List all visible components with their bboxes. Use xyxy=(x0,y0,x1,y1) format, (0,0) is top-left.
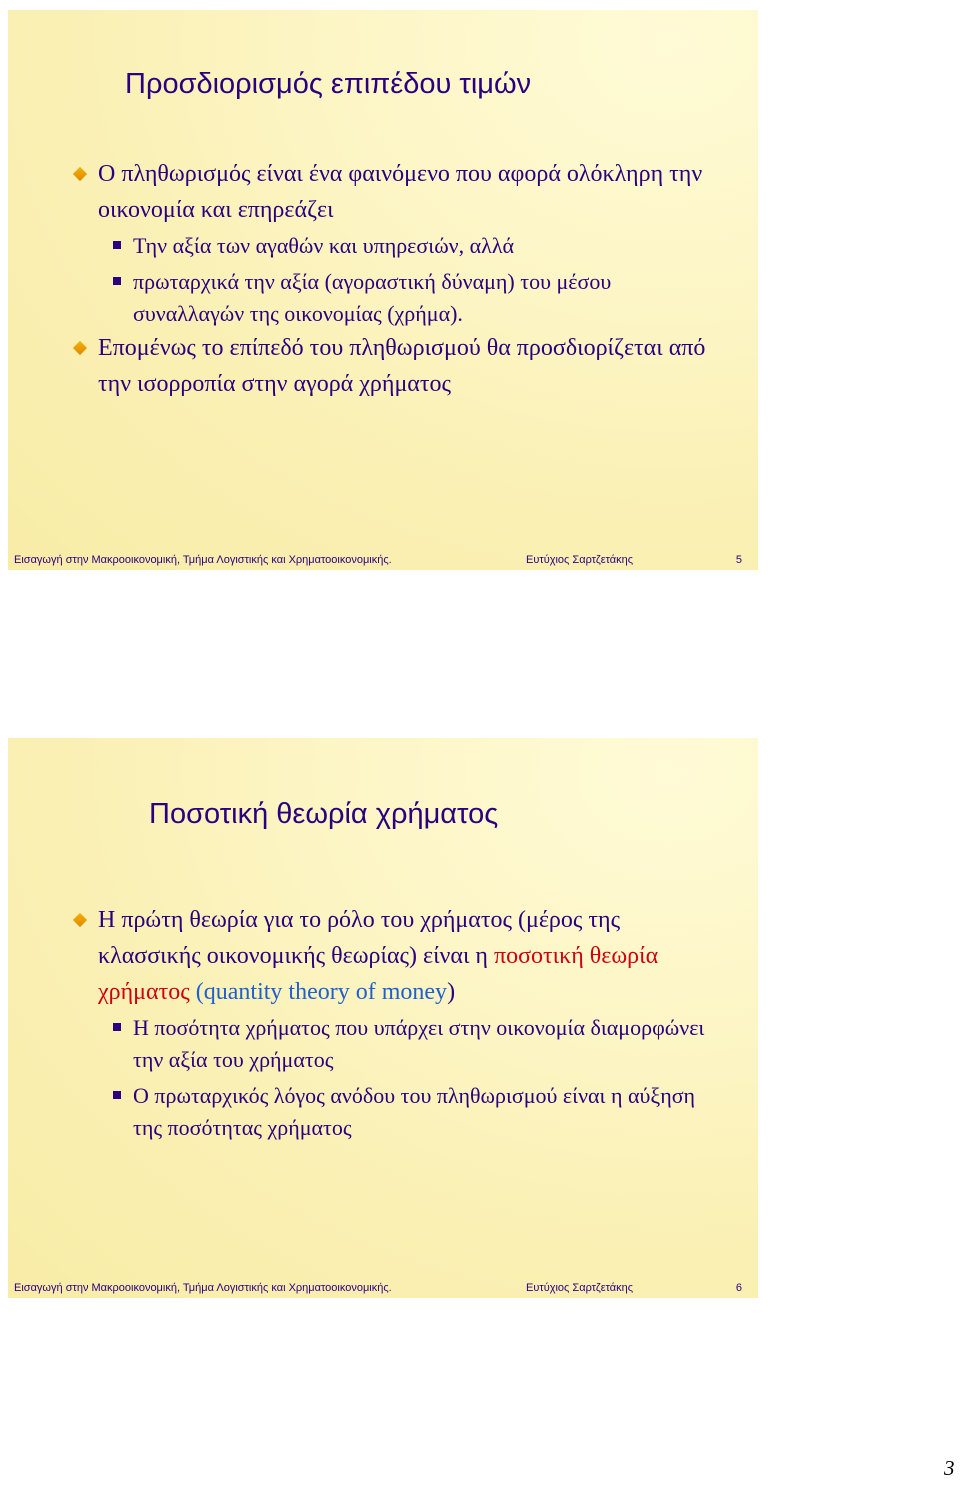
bullet-text: Επομένως το επίπεδό του πληθωρισμού θα προσδιορίζεται από την ισορροπία στην αγορά χρήματος xyxy=(98,335,706,397)
sub-bullet-text: Ο πρωταρχικός λόγος ανόδου του πληθωρισμού είναι η αύξηση της ποσότητας χρήματος xyxy=(133,1083,696,1140)
highlight-term-greek: ποσοτική θεωρία χρήματος xyxy=(98,943,659,1005)
slide-6 xyxy=(8,738,758,1298)
slide-footer xyxy=(14,1282,746,1298)
slide-5 xyxy=(8,10,758,570)
footer-author: Ευτύχιος Σαρτζετάκης xyxy=(526,554,634,566)
sub-bullet-item xyxy=(68,266,718,330)
bullet-text: Ο πληθωρισμός είναι ένα φαινόμενο που αφορά ολόκληρη την οικονομία και επηρεάζει xyxy=(98,161,703,223)
slide-footer xyxy=(14,554,746,570)
footer-slide-number: 5 xyxy=(735,554,742,566)
sub-bullet-text: Η ποσότητα χρήματος που υπάρχει στην οικονομία διαμορφώνει την αξία του χρήματος xyxy=(133,1015,705,1072)
slide-body xyxy=(68,156,718,402)
sub-bullet-text: Την αξία των αγαθών και υπηρεσιών, αλλά xyxy=(133,233,515,258)
page-number: 3 xyxy=(944,1456,955,1480)
sub-bullet-item xyxy=(68,1012,718,1076)
sub-bullet-item xyxy=(68,1080,718,1144)
slide-body xyxy=(68,902,718,1144)
footer-author: Ευτύχιος Σαρτζετάκης xyxy=(526,1282,634,1294)
slide-title: Προσδιορισμός επιπέδου τιμών xyxy=(125,68,532,100)
footer-course: Εισαγωγή στην Μακροοικονομική, Τμήμα Λογιστικής και Χρηματοοικονομικής. xyxy=(14,1282,392,1294)
footer-slide-number: 6 xyxy=(735,1282,742,1294)
bullet-text-end: ) xyxy=(447,979,456,1005)
bullet-text: Η πρώτη θεωρία για το ρόλο του χρήματος (μέρος της κλασσικής οικονομικής θεωρίας) είναι η xyxy=(98,907,621,969)
square-bullet-icon xyxy=(113,1023,121,1031)
highlight-term-english: (quantity theory of money xyxy=(189,979,448,1005)
sub-bullet-item xyxy=(68,230,718,262)
square-bullet-icon xyxy=(113,1091,121,1099)
bullet-item xyxy=(68,156,718,228)
diamond-bullet-icon xyxy=(74,168,86,180)
footer-course: Εισαγωγή στην Μακροοικονομική, Τμήμα Λογιστικής και Χρηματοοικονομικής. xyxy=(14,554,392,566)
square-bullet-icon xyxy=(113,277,121,285)
bullet-item xyxy=(68,330,718,402)
diamond-bullet-icon xyxy=(74,914,86,926)
square-bullet-icon xyxy=(113,241,121,249)
bullet-item xyxy=(68,902,718,1010)
sub-bullet-text: πρωταρχικά την αξία (αγοραστική δύναμη) του μέσου συναλλαγών της οικονομίας (χρήμα). xyxy=(133,269,612,326)
slide-title: Ποσοτική θεωρία χρήματος xyxy=(149,798,499,830)
diamond-bullet-icon xyxy=(74,342,86,354)
